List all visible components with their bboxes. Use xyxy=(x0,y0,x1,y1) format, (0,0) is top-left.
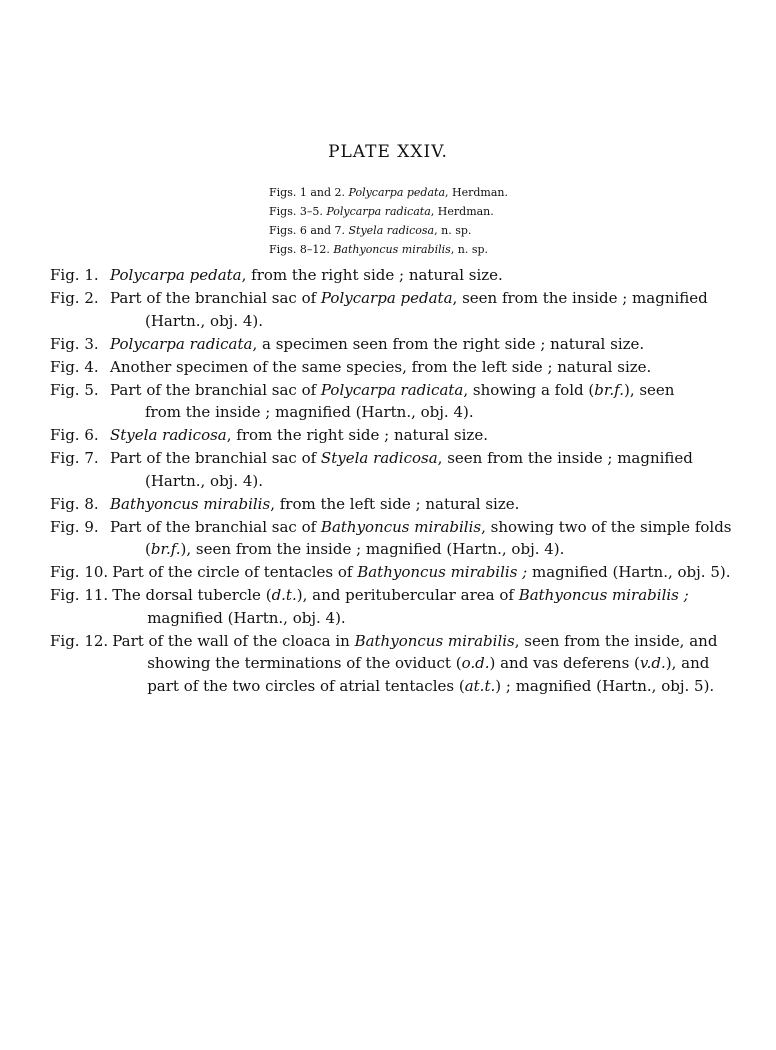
text-segment: magnified (Hartn., obj. 5). xyxy=(527,563,731,581)
italic-term: Bathyoncus mirabilis xyxy=(110,494,271,513)
figure-entry xyxy=(50,287,730,332)
italic-term: Styela radicosa xyxy=(110,426,227,444)
italic-term: br.f. xyxy=(594,380,624,399)
text-segment: Part of the branchial sac of xyxy=(110,449,321,467)
description-line xyxy=(110,356,730,379)
text-segment: Another specimen of the same species, from the left side ; natural size. xyxy=(110,357,652,376)
text-segment: Part of the branchial sac of xyxy=(110,517,321,536)
caption-line: Figs. 3–5. Polycarpa radicata, Herdman. xyxy=(269,205,494,218)
italic-term: Polycarpa radicata xyxy=(110,334,253,353)
text-segment: ), seen from the inside ; magnified (Hartn., obj. 4). xyxy=(180,540,565,558)
figure-label: Fig. 2. xyxy=(50,289,99,307)
text-segment: , a specimen seen from the right side ; natural size. xyxy=(252,334,645,353)
figure-entry xyxy=(50,447,730,492)
figure-description xyxy=(112,561,730,584)
italic-term: Bathyoncus mirabilis ; xyxy=(357,563,528,581)
description-continuation xyxy=(110,401,730,424)
description-line xyxy=(110,264,730,287)
figure-label: Fig. 3. xyxy=(50,334,99,353)
figure-description xyxy=(112,584,730,629)
text-segment: Part of the branchial sac of xyxy=(110,380,321,399)
figure-entry xyxy=(50,493,730,516)
description-continuation xyxy=(112,652,730,675)
text-segment: from the inside ; magnified (Hartn., obj. 4). xyxy=(145,403,474,421)
italic-term: Polycarpa radicata xyxy=(320,380,464,399)
description-line xyxy=(112,584,730,607)
text-segment: , showing a fold ( xyxy=(463,380,595,399)
figure-entry xyxy=(50,264,730,287)
description-line xyxy=(110,379,730,402)
text-segment: part of the two circles of atrial tentacles ( xyxy=(147,676,465,695)
figure-entry xyxy=(50,424,730,447)
caption-line: Figs. 8–12. Bathyoncus mirabilis, n. sp. xyxy=(269,243,489,256)
figure-label: Fig. 12. xyxy=(50,631,109,650)
description-continuation xyxy=(112,607,730,630)
text-segment: Part of the wall of the cloaca in xyxy=(112,631,355,650)
description-line xyxy=(112,561,730,584)
italic-term: Bathyoncus mirabilis xyxy=(354,631,515,650)
text-segment: ( xyxy=(145,540,151,558)
text-segment: (Hartn., obj. 4). xyxy=(145,311,264,330)
text-segment: , showing two of the simple folds xyxy=(481,517,732,536)
text-segment: , seen from the inside ; magnified xyxy=(452,289,708,307)
figure-entry xyxy=(50,516,730,561)
figure-entry xyxy=(50,356,730,379)
text-segment: ), and xyxy=(665,654,710,672)
description-line xyxy=(110,424,730,447)
text-segment: ) and vas deferens ( xyxy=(489,654,640,672)
italic-term: v.d. xyxy=(639,654,666,672)
figure-label: Fig. 10. xyxy=(50,563,109,581)
plate-title: PLATE XXIV. xyxy=(328,142,448,162)
figure-label: Fig. 7. xyxy=(50,449,99,467)
figure-label: Fig. 4. xyxy=(50,357,99,376)
caption-line: Figs. 6 and 7. Styela radicosa, n. sp. xyxy=(269,224,472,237)
description-continuation xyxy=(112,675,730,698)
text-segment: , from the left side ; natural size. xyxy=(270,494,520,513)
italic-term: o.d. xyxy=(461,654,490,672)
italic-term: Polycarpa pedata xyxy=(110,266,242,284)
text-segment: showing the terminations of the oviduct ( xyxy=(147,654,462,672)
figure-entry xyxy=(50,333,730,356)
description-line xyxy=(110,516,732,539)
italic-term: Bathyoncus mirabilis xyxy=(320,517,482,536)
italic-term: d.t. xyxy=(271,586,297,604)
text-segment: ), seen xyxy=(623,380,675,399)
text-segment: , from the right side ; natural size. xyxy=(241,266,503,284)
figure-description xyxy=(110,356,730,379)
description-continuation xyxy=(110,470,730,493)
italic-term: br.f. xyxy=(150,540,181,558)
figure-entry xyxy=(50,561,730,584)
description-line xyxy=(110,493,730,516)
text-segment: Part of the circle of tentacles of xyxy=(112,563,358,581)
text-segment: The dorsal tubercle ( xyxy=(112,586,272,604)
italic-term: Polycarpa pedata xyxy=(320,289,453,307)
figure-label: Fig. 11. xyxy=(50,586,109,604)
description-continuation xyxy=(110,538,732,561)
text-segment: , seen from the inside ; magnified xyxy=(437,449,693,467)
figure-description xyxy=(112,630,730,698)
figure-label: Fig. 6. xyxy=(50,426,99,444)
figure-description xyxy=(110,493,730,516)
figure-description xyxy=(110,333,730,356)
figure-description xyxy=(110,424,730,447)
figure-description xyxy=(110,516,732,561)
text-segment: , from the right side ; natural size. xyxy=(226,426,488,444)
figure-label: Fig. 1. xyxy=(50,266,99,284)
italic-term: Bathyoncus mirabilis ; xyxy=(518,586,689,604)
figure-entries xyxy=(50,264,730,698)
description-continuation xyxy=(110,310,730,333)
figure-label: Fig. 8. xyxy=(50,494,99,513)
caption-line: Figs. 1 and 2. Polycarpa pedata, Herdman. xyxy=(269,186,508,199)
figure-entry xyxy=(50,584,730,629)
description-line xyxy=(110,447,730,470)
description-line xyxy=(112,630,730,653)
description-line xyxy=(110,287,730,310)
figure-description xyxy=(110,287,730,332)
text-segment: , seen from the inside, and xyxy=(514,631,718,650)
description-line xyxy=(110,333,730,356)
figure-description xyxy=(110,264,730,287)
text-segment: ), and peritubercular area of xyxy=(296,586,519,604)
figure-description xyxy=(110,447,730,492)
figure-label: Fig. 9. xyxy=(50,517,99,536)
species-captions xyxy=(269,183,508,259)
figure-description xyxy=(110,379,730,424)
text-segment: magnified (Hartn., obj. 4). xyxy=(147,608,346,627)
text-segment: ) ; magnified (Hartn., obj. 5). xyxy=(495,676,715,695)
text-segment: Part of the branchial sac of xyxy=(110,289,321,307)
figure-label: Fig. 5. xyxy=(50,380,99,399)
figure-entry xyxy=(50,630,730,698)
italic-term: at.t. xyxy=(464,676,496,695)
text-segment: (Hartn., obj. 4). xyxy=(145,471,264,490)
figure-entry xyxy=(50,379,730,424)
italic-term: Styela radicosa xyxy=(320,449,438,467)
